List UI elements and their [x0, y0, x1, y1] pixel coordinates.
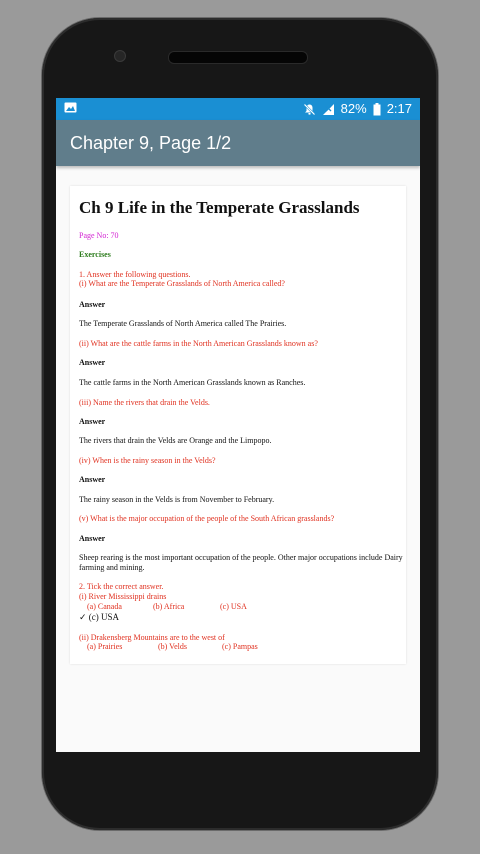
question-1-i: (i) What are the Temperate Grasslands of North America called?	[79, 279, 285, 288]
page-number: Page No: 70	[79, 231, 119, 240]
answer-1-iii: The rivers that drain the Velds are Orange and the Limpopo.	[79, 436, 272, 445]
answer-1-i: The Temperate Grasslands of North America called The Prairies.	[79, 319, 287, 328]
answer-1-ii: The cattle farms in the North American Grasslands known as Ranches.	[79, 378, 306, 387]
signal-icon	[322, 103, 335, 116]
correct-answer	[79, 612, 119, 622]
answer-label: Answer	[79, 300, 106, 309]
earpiece-speaker	[168, 51, 308, 64]
screen	[56, 98, 420, 752]
answer-label: Answer	[79, 534, 106, 543]
answer-label: Answer	[79, 358, 106, 367]
answer-label: Answer	[79, 417, 106, 426]
question-2-i: (i) River Mississippi drains	[79, 592, 167, 601]
option-c: (c) Pampas	[222, 642, 258, 651]
option-b: (b) Velds	[158, 642, 187, 651]
checkmark-icon: ✓	[79, 612, 87, 622]
question-1-v: (v) What is the major occupation of the people of the South African grasslands?	[79, 514, 335, 523]
content-card[interactable]	[70, 186, 406, 664]
status-bar	[56, 98, 420, 120]
answer-1-iv: The rainy season in the Velds is from November to February.	[79, 495, 275, 504]
question-2-intro: 2. Tick the correct answer.	[79, 582, 164, 591]
correct-answer-text: (c) USA	[88, 612, 120, 622]
option-b: (b) Africa	[153, 602, 185, 611]
question-1-intro: 1. Answer the following questions.	[79, 270, 191, 279]
battery-percent: 82%	[340, 101, 367, 116]
app-bar	[56, 120, 420, 166]
image-icon	[64, 102, 77, 113]
mute-icon	[303, 103, 316, 116]
clock: 2:17	[386, 101, 412, 116]
exercises-heading: Exercises	[79, 250, 111, 259]
answer-label: Answer	[79, 475, 106, 484]
option-a: (a) Canada	[87, 602, 122, 611]
chapter-heading: Ch 9 Life in the Temperate Grasslands	[79, 198, 360, 217]
question-1-iv: (iv) When is the rainy season in the Velds?	[79, 456, 216, 465]
battery-icon	[373, 103, 381, 116]
option-c: (c) USA	[220, 602, 247, 611]
front-camera	[114, 50, 126, 62]
answer-1-v: Sheep rearing is the most important occupation of the people. Other major occupations include Dairy farming and mining.	[79, 553, 403, 572]
option-a: (a) Prairies	[87, 642, 123, 651]
question-2-ii: (ii) Drakensberg Mountains are to the west of	[79, 633, 225, 642]
question-1-iii: (iii) Name the rivers that drain the Velds.	[79, 398, 210, 407]
page-title: Chapter 9, Page 1/2	[70, 133, 232, 153]
question-1-ii: (ii) What are the cattle farms in the North American Grasslands known as?	[79, 339, 318, 348]
phone-frame	[42, 18, 438, 830]
